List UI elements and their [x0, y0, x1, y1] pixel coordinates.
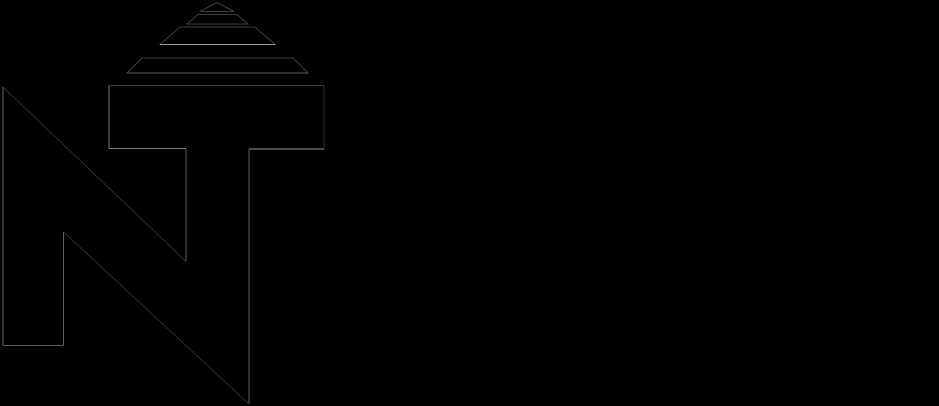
pagoda-tier-4: [127, 58, 308, 73]
pagoda-apex-triangle: [200, 3, 234, 12]
pagoda-tier-3: [160, 27, 275, 45]
pagoda-tier-2: [187, 15, 248, 25]
